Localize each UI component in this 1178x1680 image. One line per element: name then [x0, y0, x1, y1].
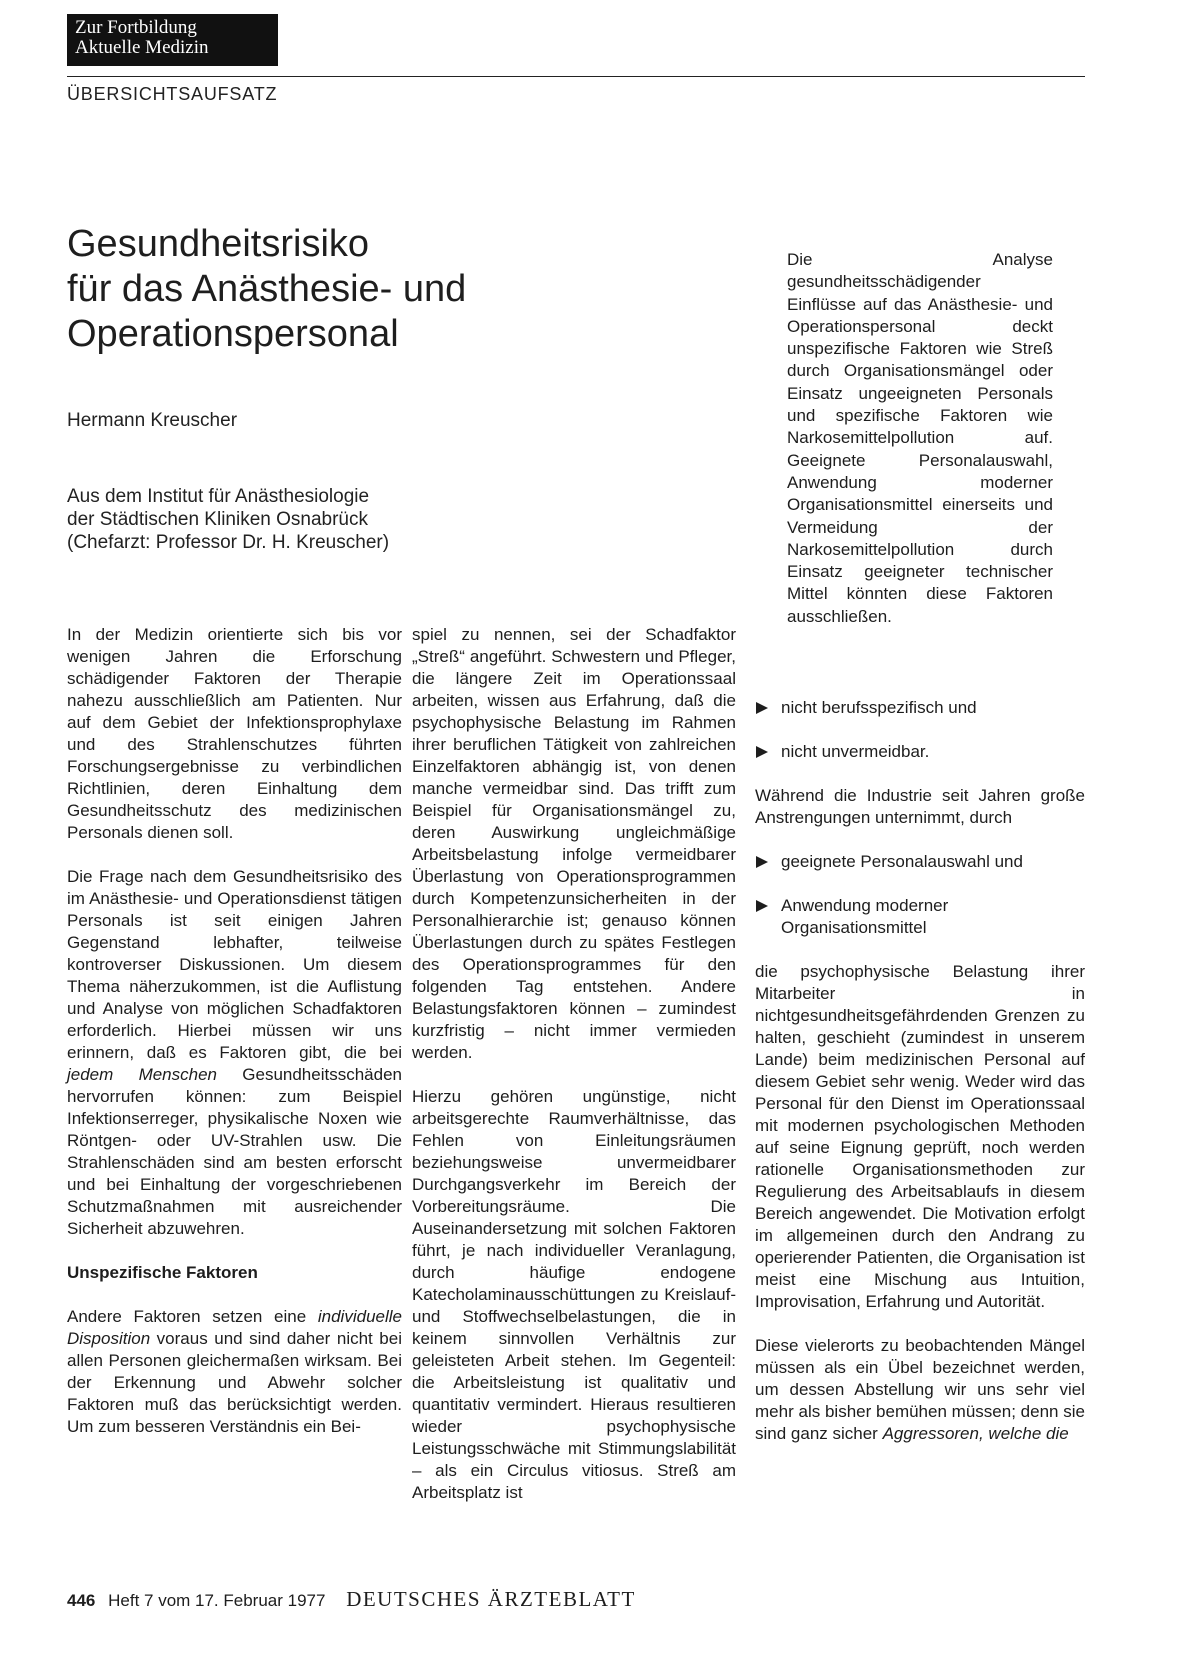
bullet-text: geeignete Personalauswahl und	[781, 852, 1023, 871]
title-line-3: Operationspersonal	[67, 313, 399, 355]
title-line-1: Gesundheitsrisiko	[67, 223, 370, 265]
article-title	[67, 222, 687, 357]
paragraph	[67, 1306, 402, 1438]
page-footer	[67, 1587, 636, 1612]
badge-line-1: Zur Fortbildung	[75, 17, 197, 38]
page-number: 446	[67, 1591, 96, 1610]
triangle-bullet-icon	[756, 900, 768, 912]
affiliation	[67, 485, 389, 554]
paragraph: spiel zu nennen, sei der Schadfaktor „Streß“ angeführt. Schwestern und Pfleger, die längere Zeit im Operationssaal arbeiten, wissen aus Erfahrung, daß die psychophysische Belastung im Rahmen ihrer beruflichen Tätigkeit von zahlreichen Einzelfaktoren abhängig ist, von denen manche vermeidbar sind. Das trifft zum Beispiel für Organisationsmängel zu, deren Auswirkung ungleichmäßige Arbeitsbelastung infolge vermeidbarer Überlastung von Operationsprogrammen durch Kompetenzunsicherheiten in der Personalhierarchie ist; genauso können Überlastungen durch zu spätes Festlegen des Operationsprogrammes für den folgenden Tag entstehen. Andere Belastungsfaktoren können – zumindest kurzfristig – nicht immer vermieden werden.	[412, 625, 736, 1062]
emphasis-text: jedem Menschen	[67, 1065, 217, 1084]
section-heading: Unspezifische Faktoren	[67, 1263, 258, 1282]
paragraph	[755, 1335, 1085, 1445]
emphasis-text: individuelle Disposition	[67, 1307, 402, 1348]
triangle-bullet-icon	[756, 702, 768, 714]
section-badge	[67, 14, 278, 66]
bullet-item	[755, 895, 1085, 939]
triangle-bullet-icon	[756, 856, 768, 868]
author-name: Hermann Kreuscher	[67, 410, 238, 431]
header-rule	[67, 76, 1085, 77]
column-1	[67, 624, 402, 1460]
text-run: voraus und sind daher nicht bei allen Personen gleichermaßen wirksam. Bei der Erkennung und Abwehr solcher Faktoren muß das berücksichtigt werden. Um zum besseren Verständnis ein Bei-	[67, 1329, 402, 1436]
issue-info: Heft 7 vom 17. Februar 1977	[108, 1591, 326, 1610]
text-run: Andere Faktoren setzen eine	[67, 1307, 318, 1326]
text-run: Diese vielerorts zu beobachtenden Mängel müssen als ein Übel bezeichnet werden, um dessen Abstellung wir uns sehr viel mehr als bisher bemühen müssen; denn sie sind ganz sicher	[755, 1336, 1085, 1443]
affiliation-line-3: (Chefarzt: Professor Dr. H. Kreuscher)	[67, 532, 390, 553]
paragraph: die psychophysische Belastung ihrer Mitarbeiter in nichtgesundheitsgefährdenden Grenzen zu halten, geschieht (zumindest in unserem Lande) beim medizinischen Personal auf diesem Gebiet sehr wenig. Weder wird das Personal für den Dienst im Operationssaal mit modernen psychologischen Methoden auf seine Eignung geprüft, noch werden rationelle Organisationsmethoden zur Regulierung des Arbeitsablaufs in diesem Bereich angewendet. Die Motivation erfolgt im allgemeinen durch den Andrang zu operierender Patienten, die Organisation ist meist eine Mischung aus Intuition, Improvisation, Erfahrung und Autorität.	[755, 962, 1085, 1311]
badge-line-2: Aktuelle Medizin	[75, 37, 209, 58]
paragraph: Hierzu gehören ungünstige, nicht arbeitsgerechte Raumverhältnisse, das Fehlen von Einleitungsräumen beziehungsweise unvermeidbarer Durchgangsverkehr im Bereich der Vorbereitungsräume. Die Auseinandersetzung mit solchen Faktoren führt, je nach individueller Veranlagung, durch häufige endogene Katecholaminausschüttungen zu Kreislauf- und Stoffwechselbelastungen, die in keinem sinnvollen Verhältnis zur geleisteten Arbeit stehen. Im Gegenteil: die Arbeitsleistung ist qualitativ und quantitativ vermindert. Hieraus resultieren wieder psychophysische Leistungsschwäche mit Stimmungslabilität – als ein Circulus vitiosus. Streß am Arbeitsplatz ist	[412, 1087, 736, 1502]
affiliation-line-2: der Städtischen Kliniken Osnabrück	[67, 509, 368, 530]
column-2	[412, 624, 736, 1526]
section-label: ÜBERSICHTSAUFSATZ	[67, 84, 278, 104]
paragraph: Während die Industrie seit Jahren große Anstrengungen unternimmt, durch	[755, 786, 1085, 827]
journal-name: DEUTSCHES ÄRZTEBLATT	[346, 1587, 636, 1611]
paragraph: In der Medizin orientierte sich bis vor wenigen Jahren die Erforschung schädigender Faktoren der Therapie nahezu ausschließlich am Patienten. Nur auf dem Gebiet der Infektionsprophylaxe und des Strahlenschutzes führten Forschungsergebnisse zu verbindlichen Richtlinien, deren Einhaltung dem Gesundheitsschutz des medizinischen Personals dienen soll.	[67, 625, 402, 842]
abstract: Die Analyse gesundheitsschädigender Einflüsse auf das Anästhesie- und Operationspersonal deckt unspezifische Faktoren wie Streß durch Organisationsmängel oder Einsatz ungeeigneten Personals und spezifische Faktoren wie Narkosemittelpollution auf. Geeignete Personalauswahl, Anwendung moderner Organisationsmittel einerseits und Vermeidung der Narkosemittelpollution durch Einsatz geeigneter technischer Mittel könnten diese Faktoren ausschließen.	[787, 250, 1053, 626]
paragraph	[67, 866, 402, 1240]
bullet-text: nicht unvermeidbar.	[781, 742, 930, 761]
emphasis-text: Aggressoren, welche die	[882, 1424, 1069, 1443]
text-run: Gesundheitsschäden hervorrufen können: zum Beispiel Infektionserreger, physikalische Noxen wie Röntgen- oder UV-Strahlen usw. Die Strahlenschäden sind am besten erforscht und bei Einhaltung der vorgeschriebenen Schutzmaßnahmen mit ausreichender Sicherheit abzuwehren.	[67, 1065, 402, 1238]
bullet-item	[755, 697, 1085, 719]
column-3	[755, 697, 1085, 1467]
text-run: Die Frage nach dem Gesundheitsrisiko des im Anästhesie- und Operationsdienst tätigen Personals ist seit einigen Jahren Gegenstand lebhafter, teilweise kontroverser Diskussionen. Um diesem Thema näherzukommen, ist die Auflistung und Analyse von möglichen Schadfaktoren erforderlich. Hierbei müssen wir uns erinnern, daß es Faktoren gibt, die bei	[67, 867, 402, 1062]
bullet-item	[755, 741, 1085, 763]
bullet-text: Anwendung moderner Organisationsmittel	[781, 896, 949, 937]
affiliation-line-1: Aus dem Institut für Anästhesiologie	[67, 486, 370, 507]
triangle-bullet-icon	[756, 746, 768, 758]
bullet-item	[755, 851, 1085, 873]
bullet-text: nicht berufsspezifisch und	[781, 698, 977, 717]
title-line-2: für das Anästhesie- und	[67, 268, 467, 310]
